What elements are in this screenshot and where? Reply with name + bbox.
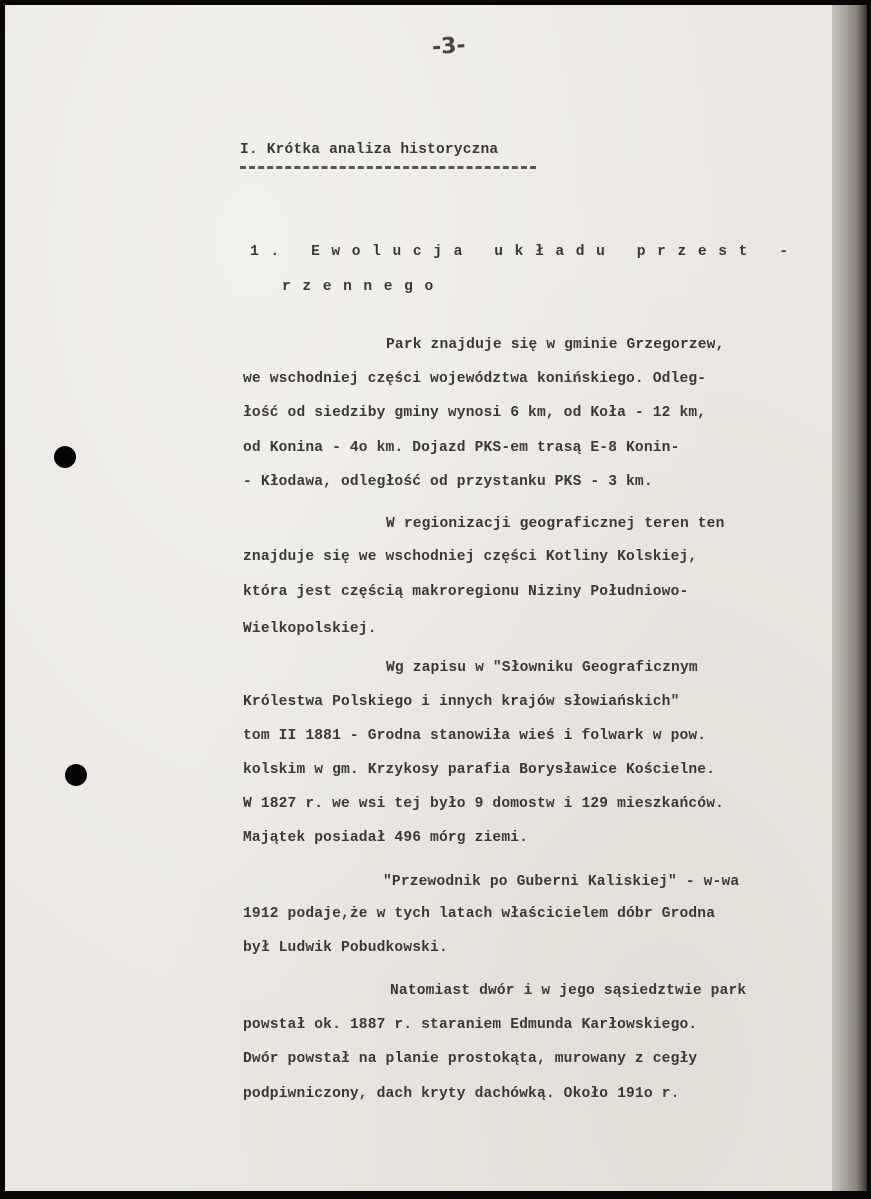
paragraph-line: był Ludwik Pobudkowski.	[243, 940, 448, 956]
page-edge-shadow	[832, 5, 867, 1191]
paragraph-line: W regionizacji geograficznej teren ten	[386, 516, 725, 532]
paragraph-line: Wg zapisu w "Słowniku Geograficznym	[386, 660, 698, 676]
paragraph-line: tom II 1881 - Grodna stanowiła wieś i folwark w pow.	[243, 728, 707, 744]
subsection-title-line-1: 1. Ewolucja układu przest -	[250, 244, 800, 260]
paragraph-line: podpiwniczony, dach kryty dachówką. Około 191o r.	[243, 1086, 680, 1102]
paragraph-line: kolskim w gm. Krzykosy parafia Borysławice Kościelne.	[243, 762, 716, 778]
paragraph-line: która jest częścią makroregionu Niziny Południowo-	[243, 584, 689, 600]
section-heading: I. Krótka analiza historyczna	[240, 142, 499, 158]
paragraph-line: Majątek posiadał 496 mórg ziemi.	[243, 830, 529, 846]
paragraph-line: znajduje się we wschodniej części Kotliny Kolskiej,	[243, 549, 698, 565]
paragraph-line: 1912 podaje,że w tych latach właścicielem dóbr Grodna	[243, 906, 716, 922]
subsection-title-line-2: rzennego	[282, 279, 445, 295]
punch-hole	[54, 446, 76, 468]
paragraph-line: powstał ok. 1887 r. staraniem Edmunda Karłowskiego.	[243, 1017, 698, 1033]
paragraph-line: Natomiast dwór i w jego sąsiedztwie park	[390, 983, 747, 999]
paragraph-line: Królestwa Polskiego i innych krajów słowiańskich"	[243, 694, 680, 710]
paragraph-line: "Przewodnik po Guberni Kaliskiej" - w-wa	[383, 874, 740, 890]
punch-hole	[65, 764, 87, 786]
heading-underline	[240, 166, 536, 169]
paragraph-line: Park znajduje się w gminie Grzegorzew,	[386, 337, 725, 353]
paragraph-line: Dwór powstał na planie prostokąta, murowany z cegły	[243, 1051, 698, 1067]
paragraph-line: od Konina - 4o km. Dojazd PKS-em trasą E-8 Konin-	[243, 440, 680, 456]
page-number: -3-	[431, 32, 467, 61]
paragraph-line: łość od siedziby gminy wynosi 6 km, od Koła - 12 km,	[243, 405, 707, 421]
paragraph-line: - Kłodawa, odległość od przystanku PKS - 3 km.	[243, 474, 653, 490]
paragraph-line: we wschodniej części województwa konińskiego. Odleg-	[243, 371, 707, 387]
paragraph-line: Wielkopolskiej.	[243, 621, 377, 637]
paragraph-line: W 1827 r. we wsi tej było 9 domostw i 129 mieszkańców.	[243, 796, 725, 812]
